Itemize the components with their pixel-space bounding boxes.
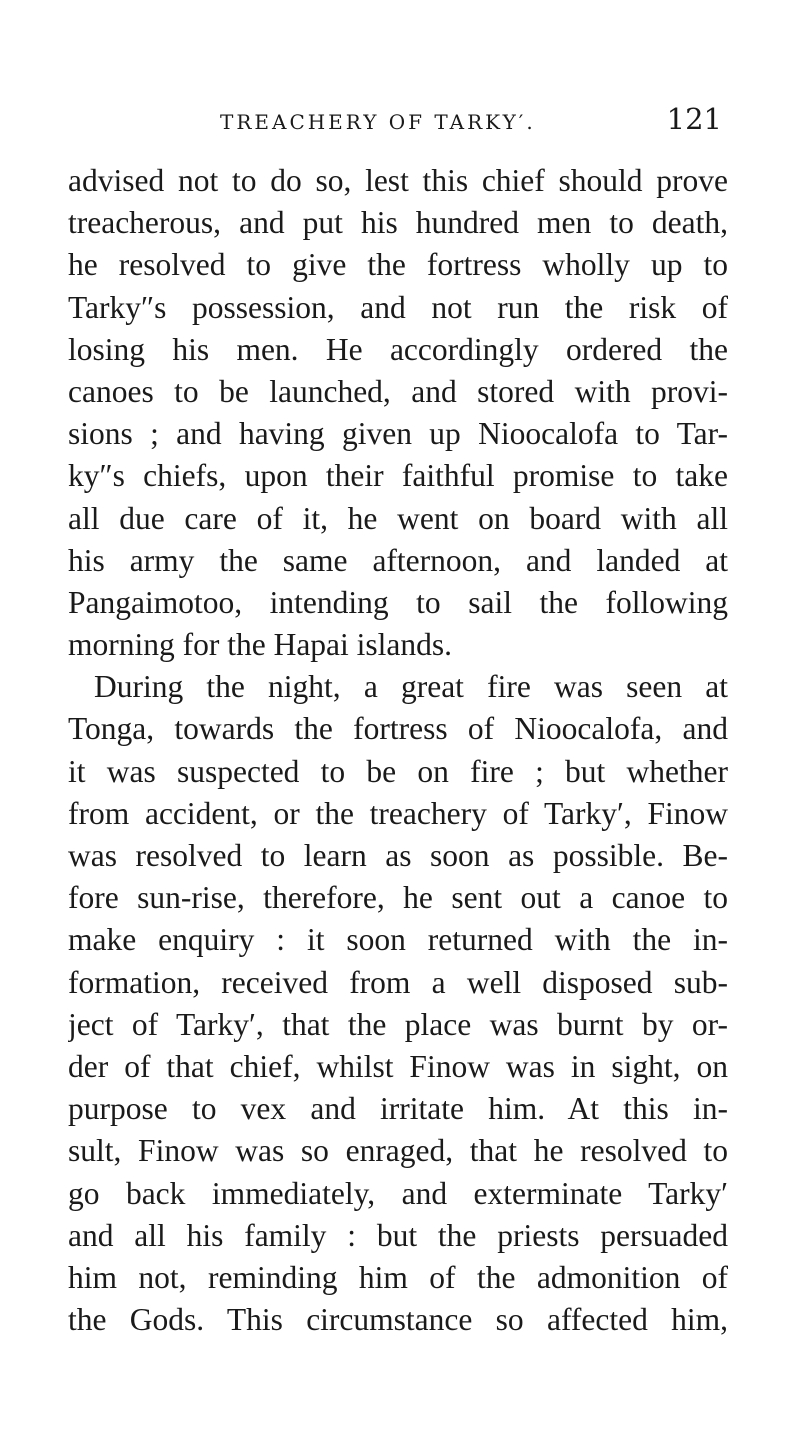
text-line: Tonga, towards the fortress of Nioocalofa, and [68,711,728,747]
text-line: go back immediately, and exterminate Tarky′ [68,1175,728,1211]
text-line: and all his family : but the priests persuaded [68,1217,728,1253]
text-line: purpose to vex and irritate him. At this in- [68,1091,728,1127]
text-line: advised not to do so, lest this chief should prove [68,163,728,198]
text-line: it was suspected to be on fire ; but whether [68,753,728,789]
text-line: ject of Tarky′, that the place was burnt by or- [68,1006,728,1042]
text-line: from accident, or the treachery of Tarky′, Finow [68,795,728,831]
text-line: losing his men. He accordingly ordered the [68,331,728,367]
text-line: formation, received from a well disposed sub- [68,964,728,1000]
running-head [68,102,728,142]
text-line: make enquiry : it soon returned with the in- [68,922,728,958]
text-line: his army the same afternoon, and landed at [68,542,728,578]
text-line: the Gods. This circumstance so affected him, [68,1302,728,1338]
text-line-paragraph-end: morning for the Hapai islands. [68,627,453,663]
text-line: sult, Finow was so enraged, that he resolved to [68,1133,728,1169]
text-line: treacherous, and put his hundred men to death, [68,205,728,241]
page-number: 121 [666,102,722,136]
text-line: him not, reminding him of the admonition of [68,1259,728,1295]
text-line: was resolved to learn as soon as possible. Be- [68,838,728,873]
text-line: fore sun-rise, therefore, he sent out a canoe to [68,880,728,916]
text-line: sions ; and having given up Nioocalofa to Tar- [68,416,728,452]
body-text [68,160,728,1341]
text-line: Tarky″s possession, and not run the risk of [68,289,728,325]
text-line: ky″s chiefs, upon their faithful promise to take [68,458,728,494]
text-line: der of that chief, whilst Finow was in sight, on [68,1048,728,1084]
text-line: canoes to be launched, and stored with provi- [68,373,728,409]
text-line: Pangaimotoo, intending to sail the following [68,584,728,620]
text-line-paragraph-start: During the night, a great fire was seen at [94,669,728,705]
text-line: all due care of it, he went on board with all [68,500,728,536]
text-line: he resolved to give the fortress wholly up to [68,247,728,283]
running-title: TREACHERY OF TARKY′. [220,110,536,134]
